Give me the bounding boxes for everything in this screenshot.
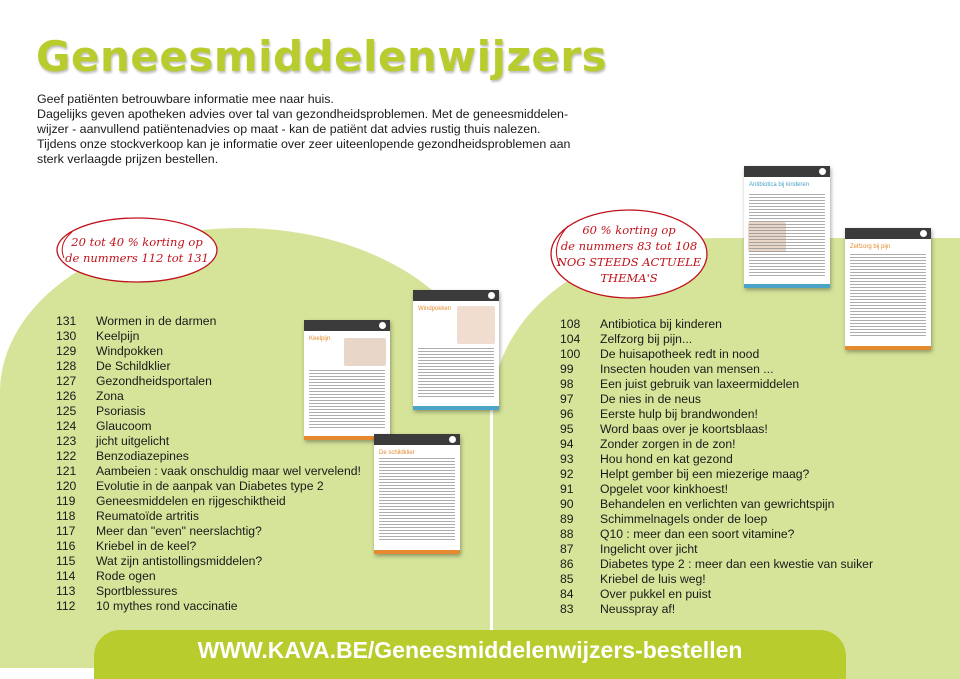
- brochure-label: Kriebel in de keel?: [96, 539, 197, 553]
- list-item: [560, 482, 873, 497]
- brochure-label: Schimmelnagels onder de loep: [600, 512, 768, 526]
- brochure-number: 121: [56, 464, 77, 478]
- brochure-label: Keelpijn: [96, 329, 140, 343]
- brochure-header-bar: [304, 320, 390, 331]
- brochure-number: 83: [560, 602, 574, 616]
- list-item: [560, 317, 873, 332]
- brochure-number: 120: [56, 479, 77, 493]
- brochure-number: 85: [560, 572, 574, 586]
- brochure-number: 126: [56, 389, 77, 403]
- brochure-number: 127: [56, 374, 77, 388]
- list-item: [560, 422, 873, 437]
- brochure-label: Reumatoïde artritis: [96, 509, 199, 523]
- brochure-photo: [344, 338, 386, 366]
- list-item: [56, 479, 361, 494]
- brochure-label: Benzodiazepines: [96, 449, 189, 463]
- brochure-label: Word baas over je koortsblaas!: [600, 422, 768, 436]
- list-item: [560, 497, 873, 512]
- right-brochure-list: [560, 317, 873, 617]
- brochure-number: 84: [560, 587, 574, 601]
- brochure-title: Keelpijn: [309, 336, 331, 342]
- brochure-number: 115: [56, 554, 76, 568]
- brochure-label: Aambeien : vaak onschuldig maar wel vervelend!: [96, 464, 361, 478]
- brochure-header-bar: [374, 434, 460, 445]
- brochure-title: De schildklier: [379, 450, 415, 456]
- brochure-label: Evolutie in de aanpak van Diabetes type 2: [96, 479, 324, 493]
- brochure-label: De nies in de neus: [600, 392, 701, 406]
- list-item: [560, 452, 873, 467]
- brochure-number: 116: [56, 539, 76, 553]
- brochure-number: 90: [560, 497, 574, 511]
- brochure-label: Helpt gember bij een miezerige maag?: [600, 467, 810, 481]
- list-item: [560, 587, 873, 602]
- brochure-number: 86: [560, 557, 574, 571]
- list-item: [560, 377, 873, 392]
- brochure-number: 97: [560, 392, 574, 406]
- brochure-label: Wat zijn antistollingsmiddelen?: [96, 554, 263, 568]
- brochure-number: 108: [560, 317, 581, 331]
- brochure-number: 130: [56, 329, 77, 343]
- list-item: [560, 602, 873, 617]
- brochure-title: Zelfzorg bij pijn: [850, 244, 891, 250]
- right-discount-badge: [546, 206, 712, 302]
- brochure-number: 87: [560, 542, 574, 556]
- brochure-label: Glaucoom: [96, 419, 152, 433]
- discount-line: de nummers 83 tot 108: [560, 239, 698, 253]
- brochure-label: 10 mythes rond vaccinatie: [96, 599, 238, 613]
- brochure-thumbnail: [413, 290, 499, 410]
- brochure-header-bar: [413, 290, 499, 301]
- intro-line: Dagelijks geven apotheken advies over tal van gezondheidsproblemen. Met de geneesmiddelen-: [37, 107, 569, 121]
- order-url-banner: [94, 630, 846, 679]
- list-item: [560, 467, 873, 482]
- brochure-label: Over pukkel en puist: [600, 587, 712, 601]
- discount-line: de nummers 112 tot 131: [65, 251, 209, 265]
- brochure-number: 123: [56, 434, 77, 448]
- brochure-number: 131: [56, 314, 77, 328]
- intro-line: Tijdens onze stockverkoop kan je informatie over zeer uiteenlopende gezondheidsproblemen aan: [37, 137, 571, 151]
- discount-line: 60 % korting op: [582, 223, 676, 237]
- brochure-number: 99: [560, 362, 574, 376]
- list-item: [560, 332, 873, 347]
- list-item: [560, 512, 873, 527]
- order-url-link[interactable]: WWW.KAVA.BE/Geneesmiddelenwijzers-bestellen: [197, 637, 743, 663]
- brochure-number: 100: [560, 347, 581, 361]
- brochure-label: Kriebel de luis weg!: [600, 572, 706, 586]
- brochure-label: Psoriasis: [96, 404, 146, 418]
- intro-text: [37, 92, 597, 167]
- brochure-label: De huisapotheek redt in nood: [600, 347, 760, 361]
- brochure-label: Zelfzorg bij pijn...: [600, 332, 693, 346]
- list-item: [56, 554, 361, 569]
- brochure-thumbnail: [304, 320, 390, 440]
- brochure-number: 95: [560, 422, 574, 436]
- discount-line: NOG STEEDS ACTUELE: [556, 255, 702, 269]
- brochure-number: 124: [56, 419, 77, 433]
- brochure-label: Wormen in de darmen: [96, 314, 217, 328]
- brochure-label: De Schildklier: [96, 359, 171, 373]
- list-item: [56, 524, 361, 539]
- brochure-label: Windpokken: [96, 344, 164, 358]
- list-item: [56, 509, 361, 524]
- brochure-number: 98: [560, 377, 574, 391]
- brochure-number: 128: [56, 359, 77, 373]
- brochure-number: 92: [560, 467, 574, 481]
- list-item: [560, 407, 873, 422]
- brochure-label: Gezondheidsportalen: [96, 374, 212, 388]
- brochure-label: Behandelen en verlichten van gewrichtspijn: [600, 497, 835, 511]
- brochure-number: 96: [560, 407, 574, 421]
- list-item: [560, 362, 873, 377]
- brochure-number: 118: [56, 509, 76, 523]
- intro-line: sterk verlaagde prijzen bestellen.: [37, 152, 219, 166]
- brochure-number: 114: [56, 569, 76, 583]
- brochure-label: Antibiotica bij kinderen: [600, 317, 722, 331]
- brochure-number: 93: [560, 452, 574, 466]
- brochure-label: Ingelicht over jicht: [600, 542, 698, 556]
- brochure-label: Een juist gebruik van laxeermiddelen: [600, 377, 800, 391]
- brochure-title: Windpokken: [418, 306, 452, 312]
- brochure-number: 91: [560, 482, 574, 496]
- brochure-label: jicht uitgelicht: [96, 434, 170, 448]
- intro-line: wijzer - aanvullend patiëntenadvies op maat - kan de patiënt dat advies rustig thuis nalezen.: [37, 122, 541, 136]
- brochure-number: 104: [560, 332, 581, 346]
- list-item: [560, 527, 873, 542]
- brochure-header-bar: [744, 166, 830, 177]
- list-item: [56, 569, 361, 584]
- brochure-thumbnail: [845, 228, 931, 350]
- list-item: [56, 449, 361, 464]
- brochure-number: 125: [56, 404, 77, 418]
- brochure-number: 119: [56, 494, 76, 508]
- list-item: [56, 539, 361, 554]
- brochure-number: 89: [560, 512, 574, 526]
- brochure-number: 112: [56, 599, 76, 613]
- brochure-label: Diabetes type 2 : meer dan een kwestie van suiker: [600, 557, 874, 571]
- brochure-thumbnail: [744, 166, 830, 288]
- brochure-thumbnail: [374, 434, 460, 554]
- brochure-label: Insecten houden van mensen ...: [600, 362, 774, 376]
- brochure-photo: [457, 306, 495, 344]
- brochure-header-bar: [845, 228, 931, 239]
- brochure-label: Meer dan "even" neerslachtig?: [96, 524, 262, 538]
- brochure-label: Eerste hulp bij brandwonden!: [600, 407, 758, 421]
- list-item: [560, 572, 873, 587]
- left-discount-badge: [52, 214, 222, 286]
- brochure-label: Opgelet voor kinkhoest!: [600, 482, 729, 496]
- brochure-title: Antibiotica bij kinderen: [749, 182, 810, 188]
- brochure-number: 122: [56, 449, 77, 463]
- list-item: [56, 584, 361, 599]
- brochure-label: Zonder zorgen in de zon!: [600, 437, 736, 451]
- list-item: [560, 437, 873, 452]
- brochure-label: Neusspray af!: [600, 602, 676, 616]
- brochure-label: Hou hond en kat gezond: [600, 452, 733, 466]
- brochure-label: Q10 : meer dan een soort vitamine?: [600, 527, 795, 541]
- discount-line: 20 tot 40 % korting op: [71, 235, 203, 249]
- brochure-label: Geneesmiddelen en rijgeschiktheid: [96, 494, 286, 508]
- brochure-number: 88: [560, 527, 574, 541]
- list-item: [560, 392, 873, 407]
- brochure-number: 129: [56, 344, 77, 358]
- brochure-label: Rode ogen: [96, 569, 156, 583]
- list-item: [560, 542, 873, 557]
- intro-line: Geef patiënten betrouwbare informatie mee naar huis.: [37, 92, 334, 106]
- brochure-label: Sportblessures: [96, 584, 178, 598]
- discount-line: THEMA'S: [600, 271, 658, 285]
- list-item: [56, 494, 361, 509]
- brochure-label: Zona: [96, 389, 124, 403]
- brochure-number: 117: [56, 524, 76, 538]
- brochure-number: 94: [560, 437, 574, 451]
- list-item: [560, 347, 873, 362]
- page-title: Geneesmiddelenwijzers: [36, 32, 608, 81]
- list-item: [560, 557, 873, 572]
- brochure-number: 113: [56, 584, 76, 598]
- list-item: [56, 464, 361, 479]
- list-item: [56, 599, 361, 614]
